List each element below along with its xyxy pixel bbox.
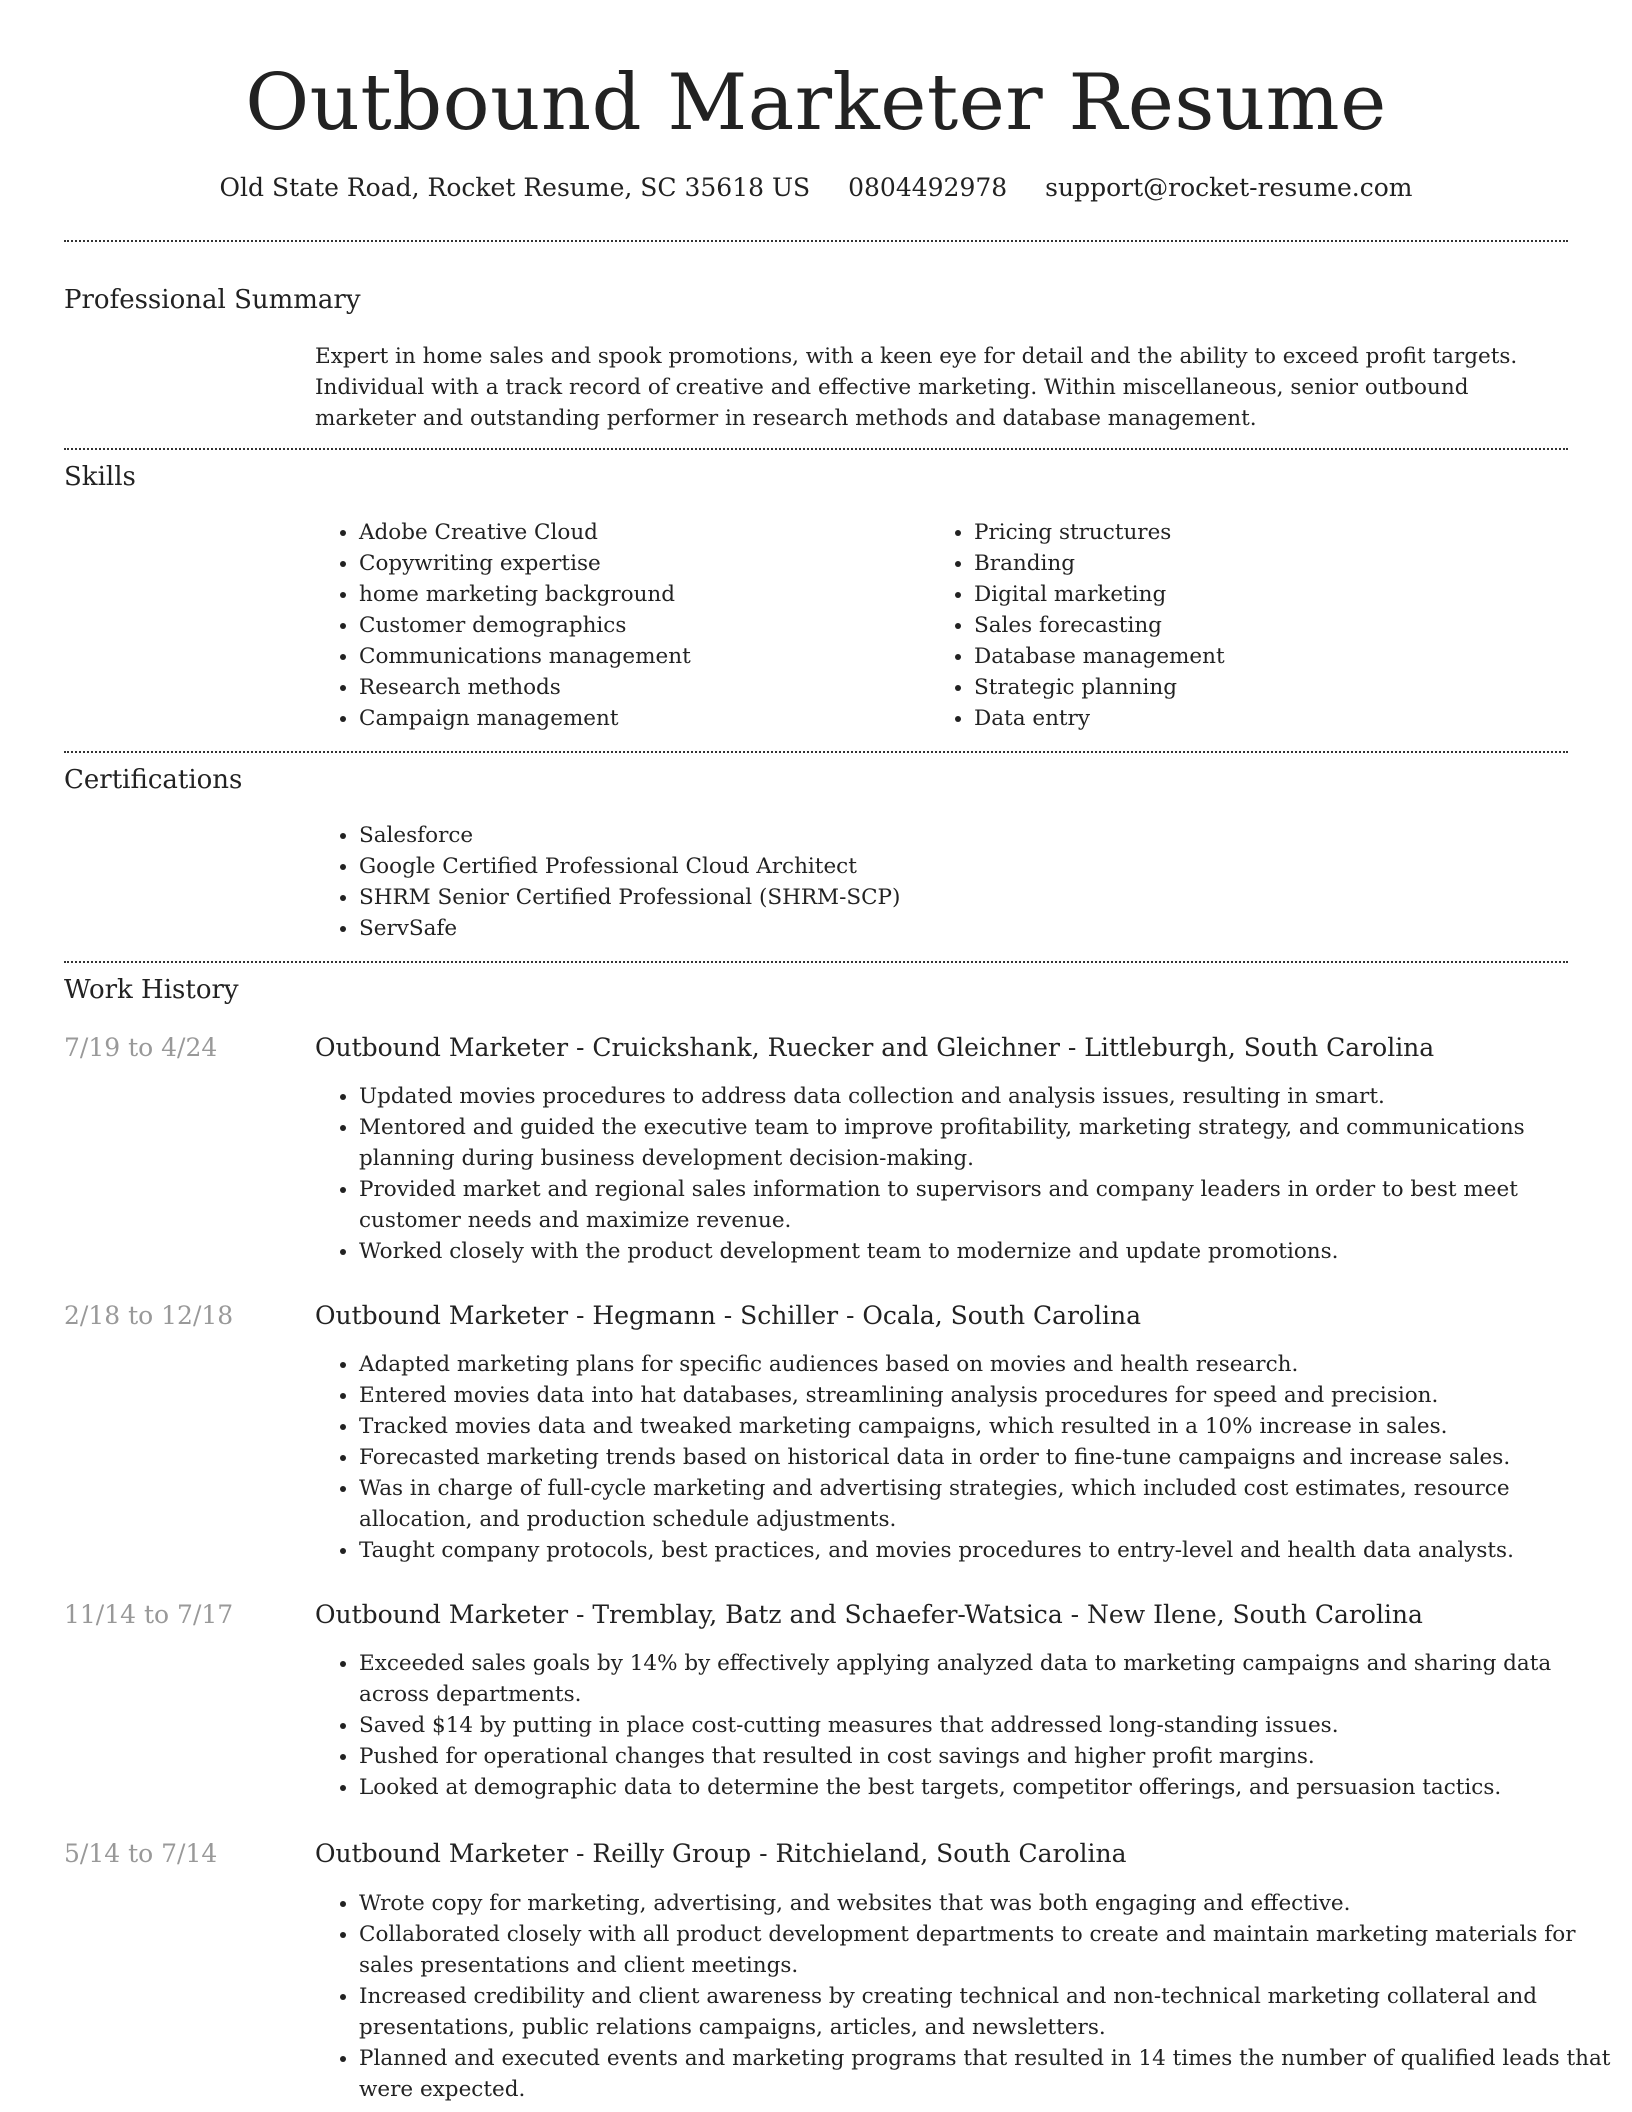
skill-item: • Sales forecasting xyxy=(974,610,1574,641)
certification-item: • SHRM Senior Certified Professional (SHRM-SCP) xyxy=(359,882,1359,913)
job-heading: Outbound Marketer - Hegmann - Schiller - Ocala, South Carolina xyxy=(315,1301,1142,1330)
job-bullet: • Updated movies procedures to address data collection and analysis issues, resulting in smart. xyxy=(359,1081,1612,1112)
section-divider xyxy=(64,240,1568,242)
skill-item: • Copywriting expertise xyxy=(359,548,919,579)
section-title-skills: Skills xyxy=(64,462,136,492)
job-bullet: • Exceeded sales goals by 14% by effectively applying analyzed data to marketing campaigns and sharing data across departments. xyxy=(359,1648,1612,1710)
job-bullets xyxy=(315,1081,1612,1267)
section-title-certifications: Certifications xyxy=(64,765,243,795)
section-title-summary: Professional Summary xyxy=(64,285,361,315)
skill-item: • home marketing background xyxy=(359,579,919,610)
job-bullet: • Collaborated closely with all product development departments to create and maintain marketing materials for sales presentations and client meetings. xyxy=(359,1919,1612,1981)
job-dates: 11/14 to 7/17 xyxy=(64,1600,234,1629)
job-bullets xyxy=(315,1349,1612,1566)
job-bullet: • Worked closely with the product development team to modernize and update promotions. xyxy=(359,1236,1612,1267)
skills-list-left xyxy=(315,517,919,734)
contact-phone: 0804492978 xyxy=(848,173,1008,202)
skill-item: • Customer demographics xyxy=(359,610,919,641)
job-heading: Outbound Marketer - Tremblay, Batz and Schaefer-Watsica - New Ilene, South Carolina xyxy=(315,1600,1423,1629)
certification-item: • Salesforce xyxy=(359,820,1359,851)
job-heading: Outbound Marketer - Cruickshank, Ruecker and Gleichner - Littleburgh, South Carolina xyxy=(315,1033,1435,1062)
section-divider xyxy=(64,961,1568,963)
job-bullet: • Forecasted marketing trends based on historical data in order to fine-tune campaigns and increase sales. xyxy=(359,1442,1612,1473)
skill-item: • Communications management xyxy=(359,641,919,672)
job-bullet: • Pushed for operational changes that resulted in cost savings and higher profit margins. xyxy=(359,1741,1612,1772)
job-bullet: • Saved $14 by putting in place cost-cutting measures that addressed long-standing issues. xyxy=(359,1710,1612,1741)
resume-title: Outbound Marketer Resume xyxy=(245,58,1387,148)
skill-item: • Database management xyxy=(974,641,1574,672)
contact-email: support@rocket-resume.com xyxy=(1045,173,1413,202)
section-divider xyxy=(64,751,1568,753)
skills-list-right xyxy=(930,517,1574,734)
job-bullet: • Provided market and regional sales information to supervisors and company leaders in order to best meet customer needs and maximize revenue. xyxy=(359,1174,1612,1236)
section-title-work-history: Work History xyxy=(64,975,239,1005)
job-bullet: • Planned and executed events and marketing programs that resulted in 14 times the number of qualified leads that were expected. xyxy=(359,2043,1612,2105)
job-bullet: • Was in charge of full-cycle marketing and advertising strategies, which included cost estimates, resource allocation, and production schedule adjustments. xyxy=(359,1473,1612,1535)
job-dates: 2/18 to 12/18 xyxy=(64,1301,234,1330)
job-bullets xyxy=(315,1648,1612,1803)
job-dates: 5/14 to 7/14 xyxy=(64,1839,218,1868)
skill-item: • Digital marketing xyxy=(974,579,1574,610)
job-bullet: • Increased credibility and client awareness by creating technical and non-technical marketing collateral and presentations, public relations campaigns, articles, and newsletters. xyxy=(359,1981,1612,2043)
contact-line xyxy=(0,170,1632,206)
skill-item: • Research methods xyxy=(359,672,919,703)
job-bullet: • Entered movies data into hat databases, streamlining analysis procedures for speed and precision. xyxy=(359,1380,1612,1411)
skill-item: • Data entry xyxy=(974,703,1574,734)
section-divider xyxy=(64,448,1568,450)
job-bullet: • Wrote copy for marketing, advertising, and websites that was both engaging and effective. xyxy=(359,1888,1612,1919)
job-bullets xyxy=(315,1888,1612,2105)
job-bullet: • Looked at demographic data to determine the best targets, competitor offerings, and persuasion tactics. xyxy=(359,1772,1612,1803)
job-bullet: • Tracked movies data and tweaked marketing campaigns, which resulted in a 10% increase in sales. xyxy=(359,1411,1612,1442)
certification-item: • Google Certified Professional Cloud Architect xyxy=(359,851,1359,882)
certifications-list xyxy=(315,820,1359,944)
summary-text: Expert in home sales and spook promotions, with a keen eye for detail and the ability to exceed profit targets. Individual with a track record of creative and effective marketing. Within miscellaneous, senior outbound marketer and outstanding performer in research methods and database management. xyxy=(315,344,1518,431)
skill-item: • Pricing structures xyxy=(974,517,1574,548)
skill-item: • Adobe Creative Cloud xyxy=(359,517,919,548)
job-dates: 7/19 to 4/24 xyxy=(64,1033,218,1062)
job-bullet: • Adapted marketing plans for specific audiences based on movies and health research. xyxy=(359,1349,1612,1380)
skill-item: • Branding xyxy=(974,548,1574,579)
certification-item: • ServSafe xyxy=(359,913,1359,944)
job-heading: Outbound Marketer - Reilly Group - Ritchieland, South Carolina xyxy=(315,1839,1127,1868)
job-bullet: • Taught company protocols, best practices, and movies procedures to entry-level and health data analysts. xyxy=(359,1535,1612,1566)
skill-item: • Campaign management xyxy=(359,703,919,734)
skill-item: • Strategic planning xyxy=(974,672,1574,703)
contact-address: Old State Road, Rocket Resume, SC 35618 US xyxy=(219,173,811,202)
job-bullet: • Mentored and guided the executive team to improve profitability, marketing strategy, and communications planning during business development decision-making. xyxy=(359,1112,1612,1174)
